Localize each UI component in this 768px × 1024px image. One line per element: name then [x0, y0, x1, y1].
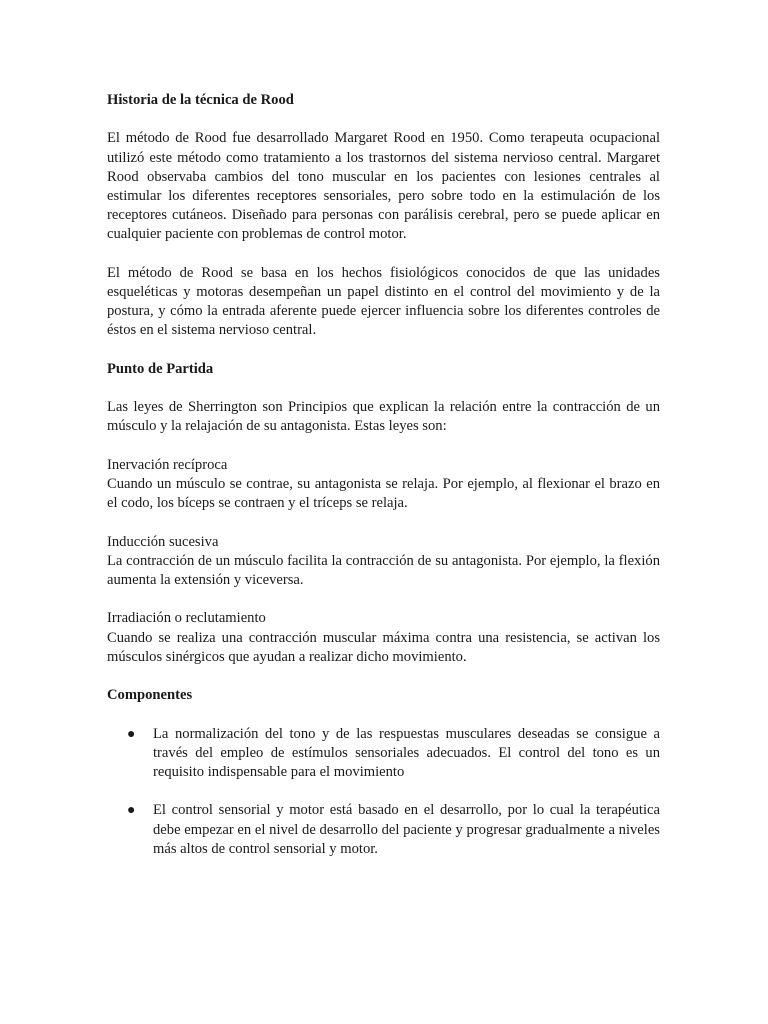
- law-inervacion-reciproca: [107, 456, 660, 514]
- list-item-text: El control sensorial y motor está basado en el desarrollo, por lo cual la terapéutica debe empezar en el nivel de desarrollo del paciente y progresar gradualmente a niveles más altos de control sensorial y motor.: [153, 802, 660, 857]
- law-text: La contracción de un músculo facilita la contracción de su antagonista. Por ejemplo, la flexión aumenta la extensión y viceversa.: [107, 552, 660, 588]
- law-irradiacion: [107, 609, 660, 667]
- list-item: [107, 801, 660, 859]
- law-text: Cuando un músculo se contrae, su antagonista se relaja. Por ejemplo, al flexionar el brazo en el codo, los bíceps se contraen y el tríceps se relaja.: [107, 475, 660, 512]
- paragraph-sherrington-intro: Las leyes de Sherrington son Principios que explican la relación entre la contracción de un músculo y la relajación de su antagonista. Estas leyes son:: [107, 399, 660, 435]
- law-title: Inervación recíproca: [107, 456, 228, 473]
- section-heading-punto-partida: Punto de Partida: [107, 360, 214, 377]
- law-text: Cuando se realiza una contracción muscular máxima contra una resistencia, se activan los músculos sinérgicos que ayudan a realizar dicho movimiento.: [107, 629, 660, 665]
- bullet-icon: ●: [127, 726, 136, 742]
- list-item-text: La normalización del tono y de las respuestas musculares deseadas se consigue a través del empleo de estímulos sensoriales adecuados. El control del tono es un requisito indispensable para el movimiento: [153, 725, 660, 780]
- bullet-icon: ●: [127, 803, 136, 819]
- law-induccion-sucesiva: [107, 533, 660, 591]
- law-title: Inducción sucesiva: [107, 533, 219, 550]
- componentes-list: [107, 725, 660, 859]
- document-body: [107, 91, 660, 878]
- section-heading-componentes: Componentes: [107, 687, 193, 704]
- list-item: [107, 725, 660, 783]
- section-heading-historia: Historia de la técnica de Rood: [107, 92, 294, 108]
- paragraph-historia-1: El método de Rood fue desarrollado Margaret Rood en 1950. Como terapeuta ocupacional utilizó este método como tratamiento a los trastornos del sistema nervioso central. Margaret Rood observaba cambios del tono muscular en los pacientes con lesiones centrales al estimular los diferentes receptores sensoriales, pero sobre todo en la estimulación de los receptores cutáneos. Diseñado para personas con parálisis cerebral, pero se puede aplicar en cualquier paciente con problemas de control motor.: [107, 130, 660, 243]
- law-title: Irradiación o reclutamiento: [107, 610, 266, 627]
- paragraph-historia-2: El método de Rood se basa en los hechos fisiológicos conocidos de que las unidades esqueléticas y motoras desempeñan un papel distinto en el control del movimiento y de la postura, y cómo la entrada aferente puede ejercer influencia sobre los diferentes controles de éstos en el sistema nervioso central.: [107, 264, 660, 339]
